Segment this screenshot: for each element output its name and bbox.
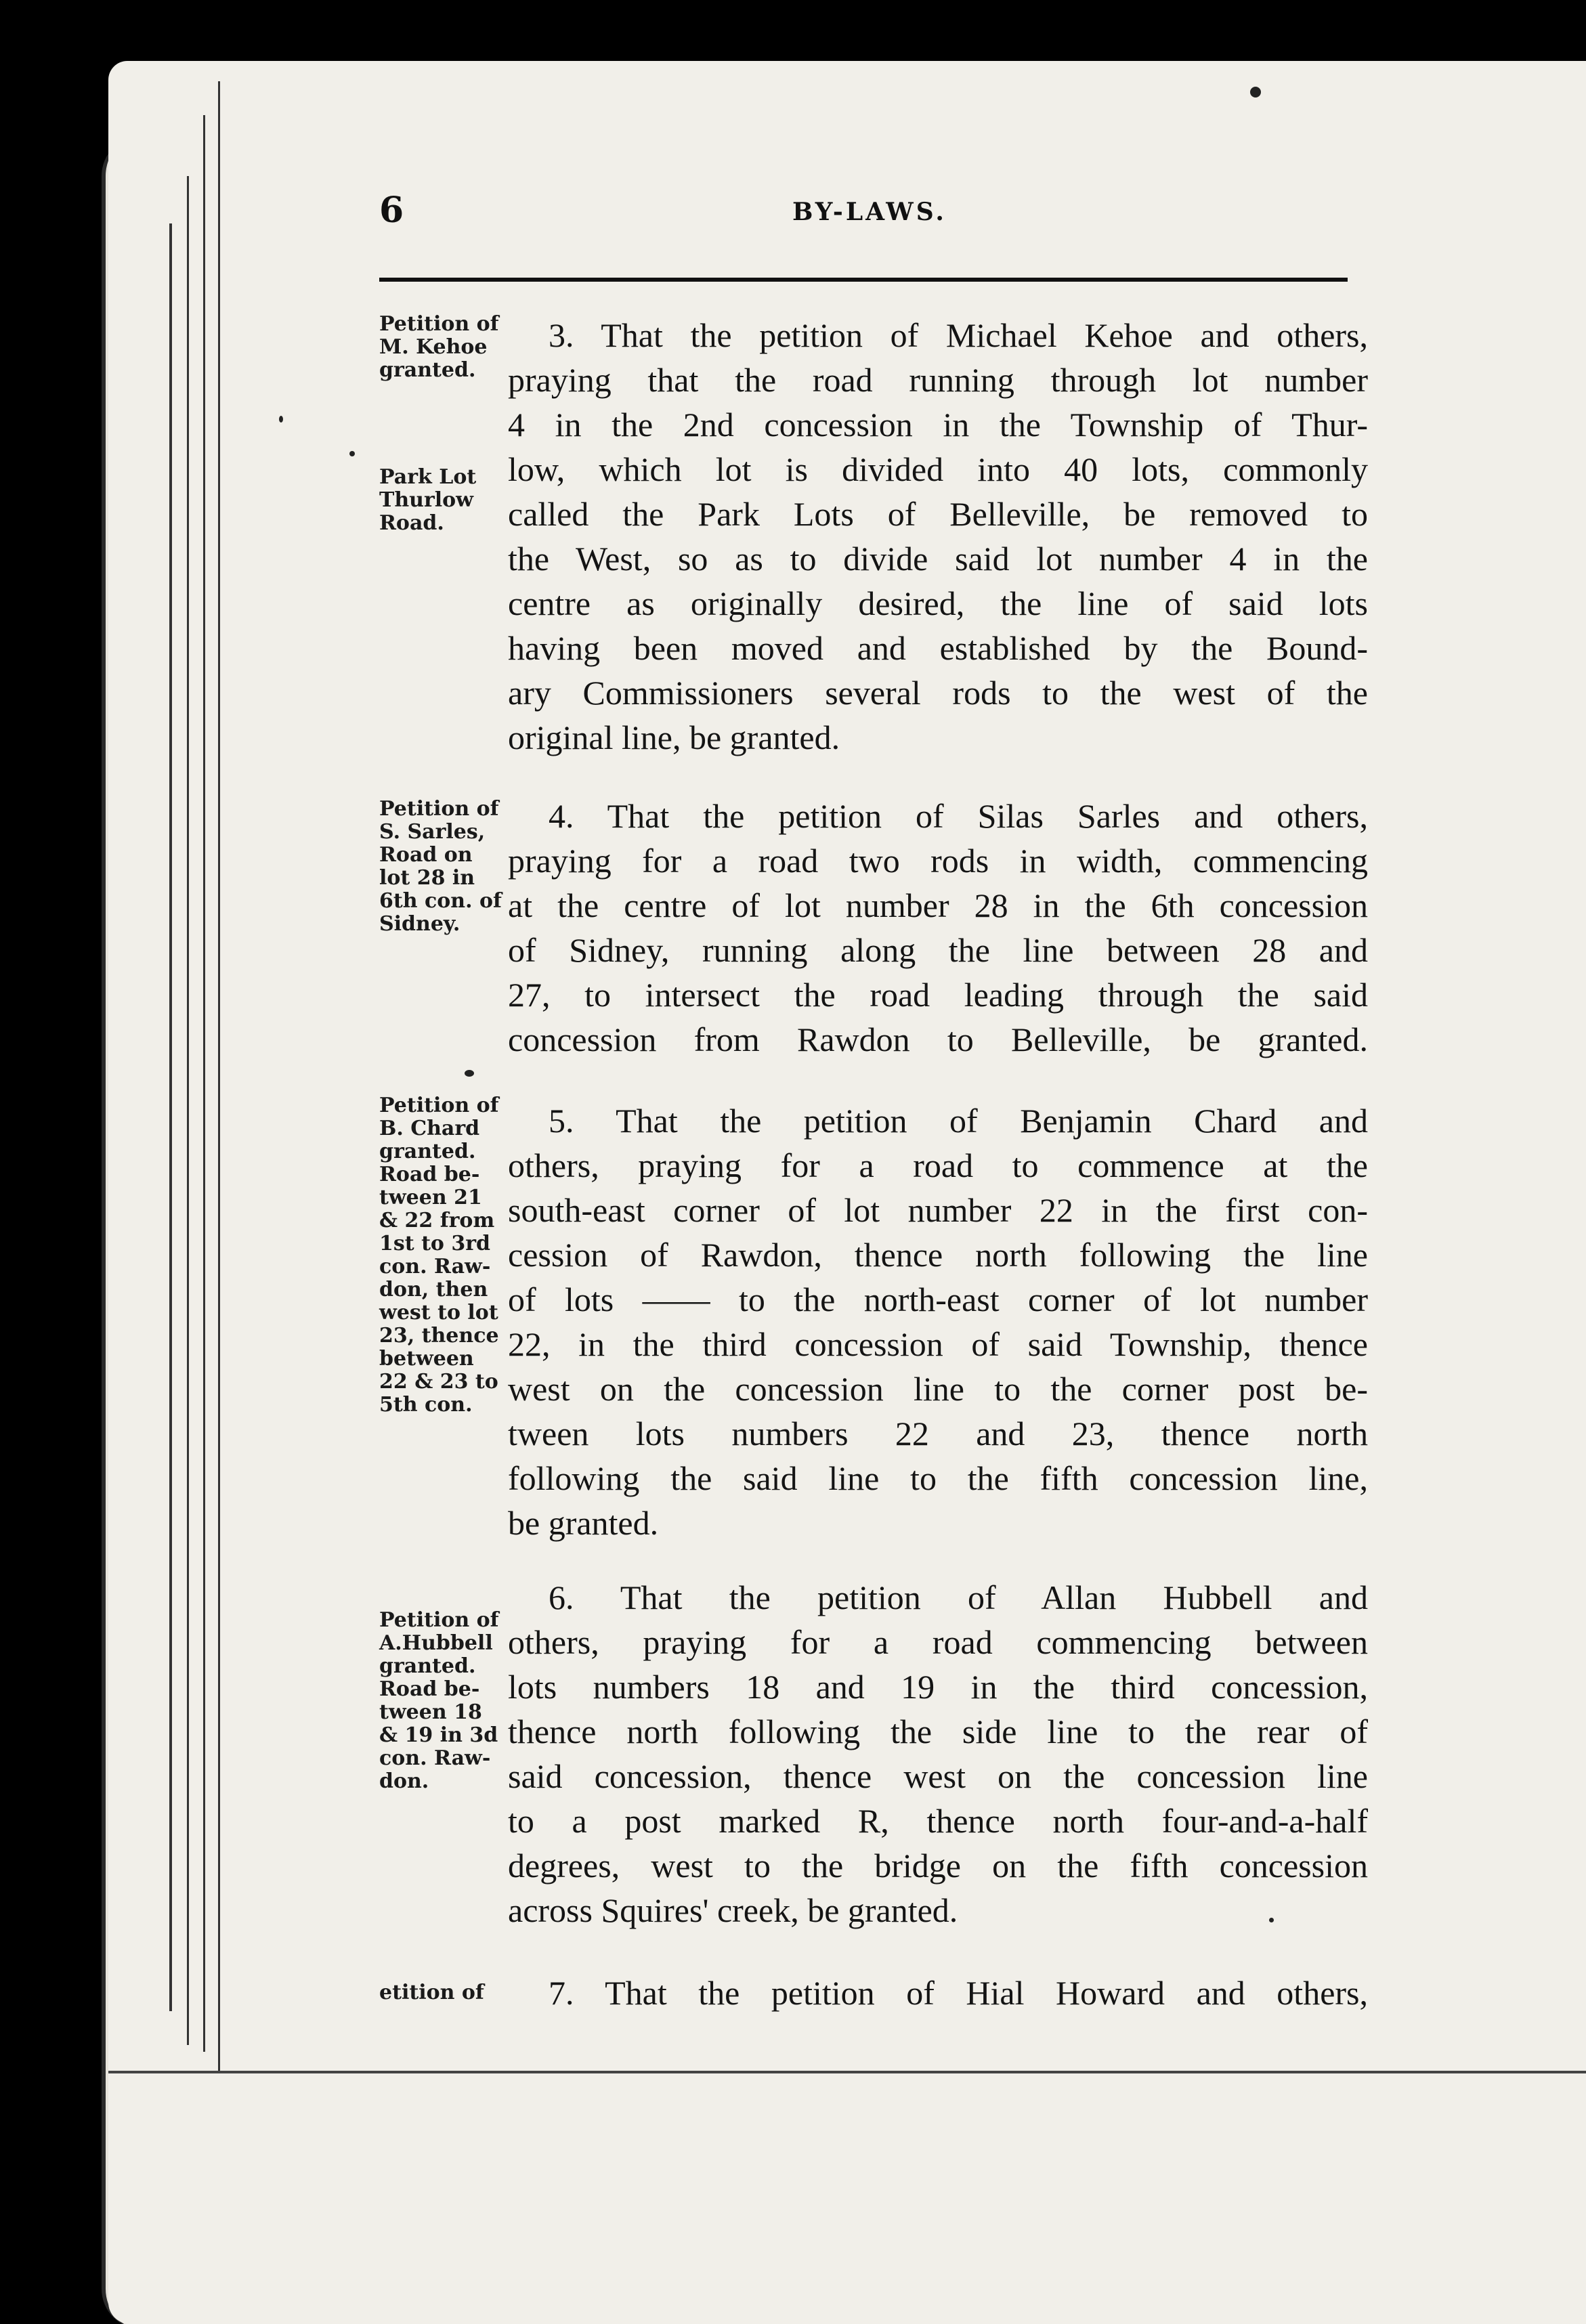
text-line: west on the concession line to the corner post be- <box>508 1370 1368 1408</box>
text-line: low, which lot is divided into 40 lots, commonly <box>508 450 1368 488</box>
running-title: BY-LAWS. <box>792 198 947 226</box>
text-line: degrees, west to the bridge on the fifth concession <box>508 1847 1368 1885</box>
scan-speck <box>279 416 283 423</box>
text-line: ary Commissioners several rods to the west of the <box>508 674 1368 712</box>
text-line: lots numbers 18 and 19 in the third concession, <box>508 1668 1368 1706</box>
section-3-text <box>508 313 1368 760</box>
scan-speck <box>1250 87 1261 98</box>
text-line: 4 in the 2nd concession in the Township of Thur- <box>508 406 1368 444</box>
section-7-text <box>508 1971 1368 2015</box>
text-line: the West, so as to divide said lot number 4 in the <box>508 540 1368 578</box>
text-line: across Squires' creek, be granted. <box>508 1891 958 1929</box>
scan-speck <box>465 1070 474 1077</box>
text-line: of lots —— to the north-east corner of lot number <box>508 1281 1368 1318</box>
text-line: praying that the road running through lot number <box>508 361 1368 399</box>
text-line: 4. That the petition of Silas Sarles and others, <box>549 797 1368 835</box>
margin-note-petition-kehoe: Petition of M. Kehoe granted. <box>379 312 499 382</box>
page-edge-line <box>169 223 172 2011</box>
text-line: of Sidney, running along the line between 28 and <box>508 931 1368 969</box>
text-line: 3. That the petition of Michael Kehoe and others, <box>549 316 1368 354</box>
text-line: called the Park Lots of Belleville, be removed to <box>508 495 1368 533</box>
text-line: tween lots numbers 22 and 23, thence north <box>508 1415 1368 1452</box>
page-edge-line <box>218 81 220 2072</box>
margin-note-petition-sarles: Petition of S. Sarles, Road on lot 28 in 6th con. of Sidney. <box>379 797 502 936</box>
bottom-rule <box>108 2071 1586 2073</box>
text-line: others, praying for a road commencing between <box>508 1623 1368 1661</box>
scan-speck <box>1269 1918 1274 1922</box>
text-line: praying for a road two rods in width, commencing <box>508 842 1368 880</box>
text-line: south-east corner of lot number 22 in the first con- <box>508 1191 1368 1229</box>
section-4-text <box>508 794 1368 1062</box>
text-line: 22, in the third concession of said Township, thence <box>508 1325 1368 1363</box>
text-line: thence north following the side line to the rear of <box>508 1713 1368 1750</box>
text-line: having been moved and established by the Bound- <box>508 629 1368 667</box>
text-line: original line, be granted. <box>508 718 840 756</box>
text-line: 27, to intersect the road leading through the said <box>508 976 1368 1014</box>
text-line: others, praying for a road to commence at the <box>508 1146 1368 1184</box>
margin-note-petition-chard: Petition of B. Chard granted. Road be- tween 21 & 22 from 1st to 3rd con. Raw- don, then west to lot 23, thence between 22 & 23 to 5th con. <box>379 1094 499 1417</box>
margin-note-petition-howard: etition of <box>379 1981 484 2004</box>
text-line: 6. That the petition of Allan Hubbell and <box>549 1578 1368 1616</box>
page-edge-line <box>203 115 205 2052</box>
text-line: 7. That the petition of Hial Howard and others, <box>549 1974 1368 2012</box>
text-line: said concession, thence west on the concession line <box>508 1757 1368 1795</box>
page-number: 6 <box>379 190 404 231</box>
text-line: 5. That the petition of Benjamin Chard and <box>549 1102 1368 1140</box>
section-5-text <box>508 1098 1368 1545</box>
section-6-text <box>508 1575 1368 1933</box>
header-rule <box>379 278 1348 282</box>
page-edge-line <box>187 176 189 2045</box>
text-line: to a post marked R, thence north four-and-a-half <box>508 1802 1368 1840</box>
text-line: concession from Rawdon to Belleville, be granted. <box>508 1020 1368 1058</box>
text-line: centre as originally desired, the line of said lots <box>508 584 1368 622</box>
margin-note-park-lot: Park Lot Thurlow Road. <box>379 465 477 535</box>
scan-speck <box>349 451 355 456</box>
text-line: following the said line to the fifth concession line, <box>508 1459 1368 1497</box>
text-line: be granted. <box>508 1504 659 1542</box>
text-line: cession of Rawdon, thence north following the line <box>508 1236 1368 1274</box>
margin-note-petition-hubbell: Petition of A.Hubbell granted. Road be- tween 18 & 19 in 3d con. Raw- don. <box>379 1608 499 1793</box>
text-line: at the centre of lot number 28 in the 6th concession <box>508 886 1368 924</box>
